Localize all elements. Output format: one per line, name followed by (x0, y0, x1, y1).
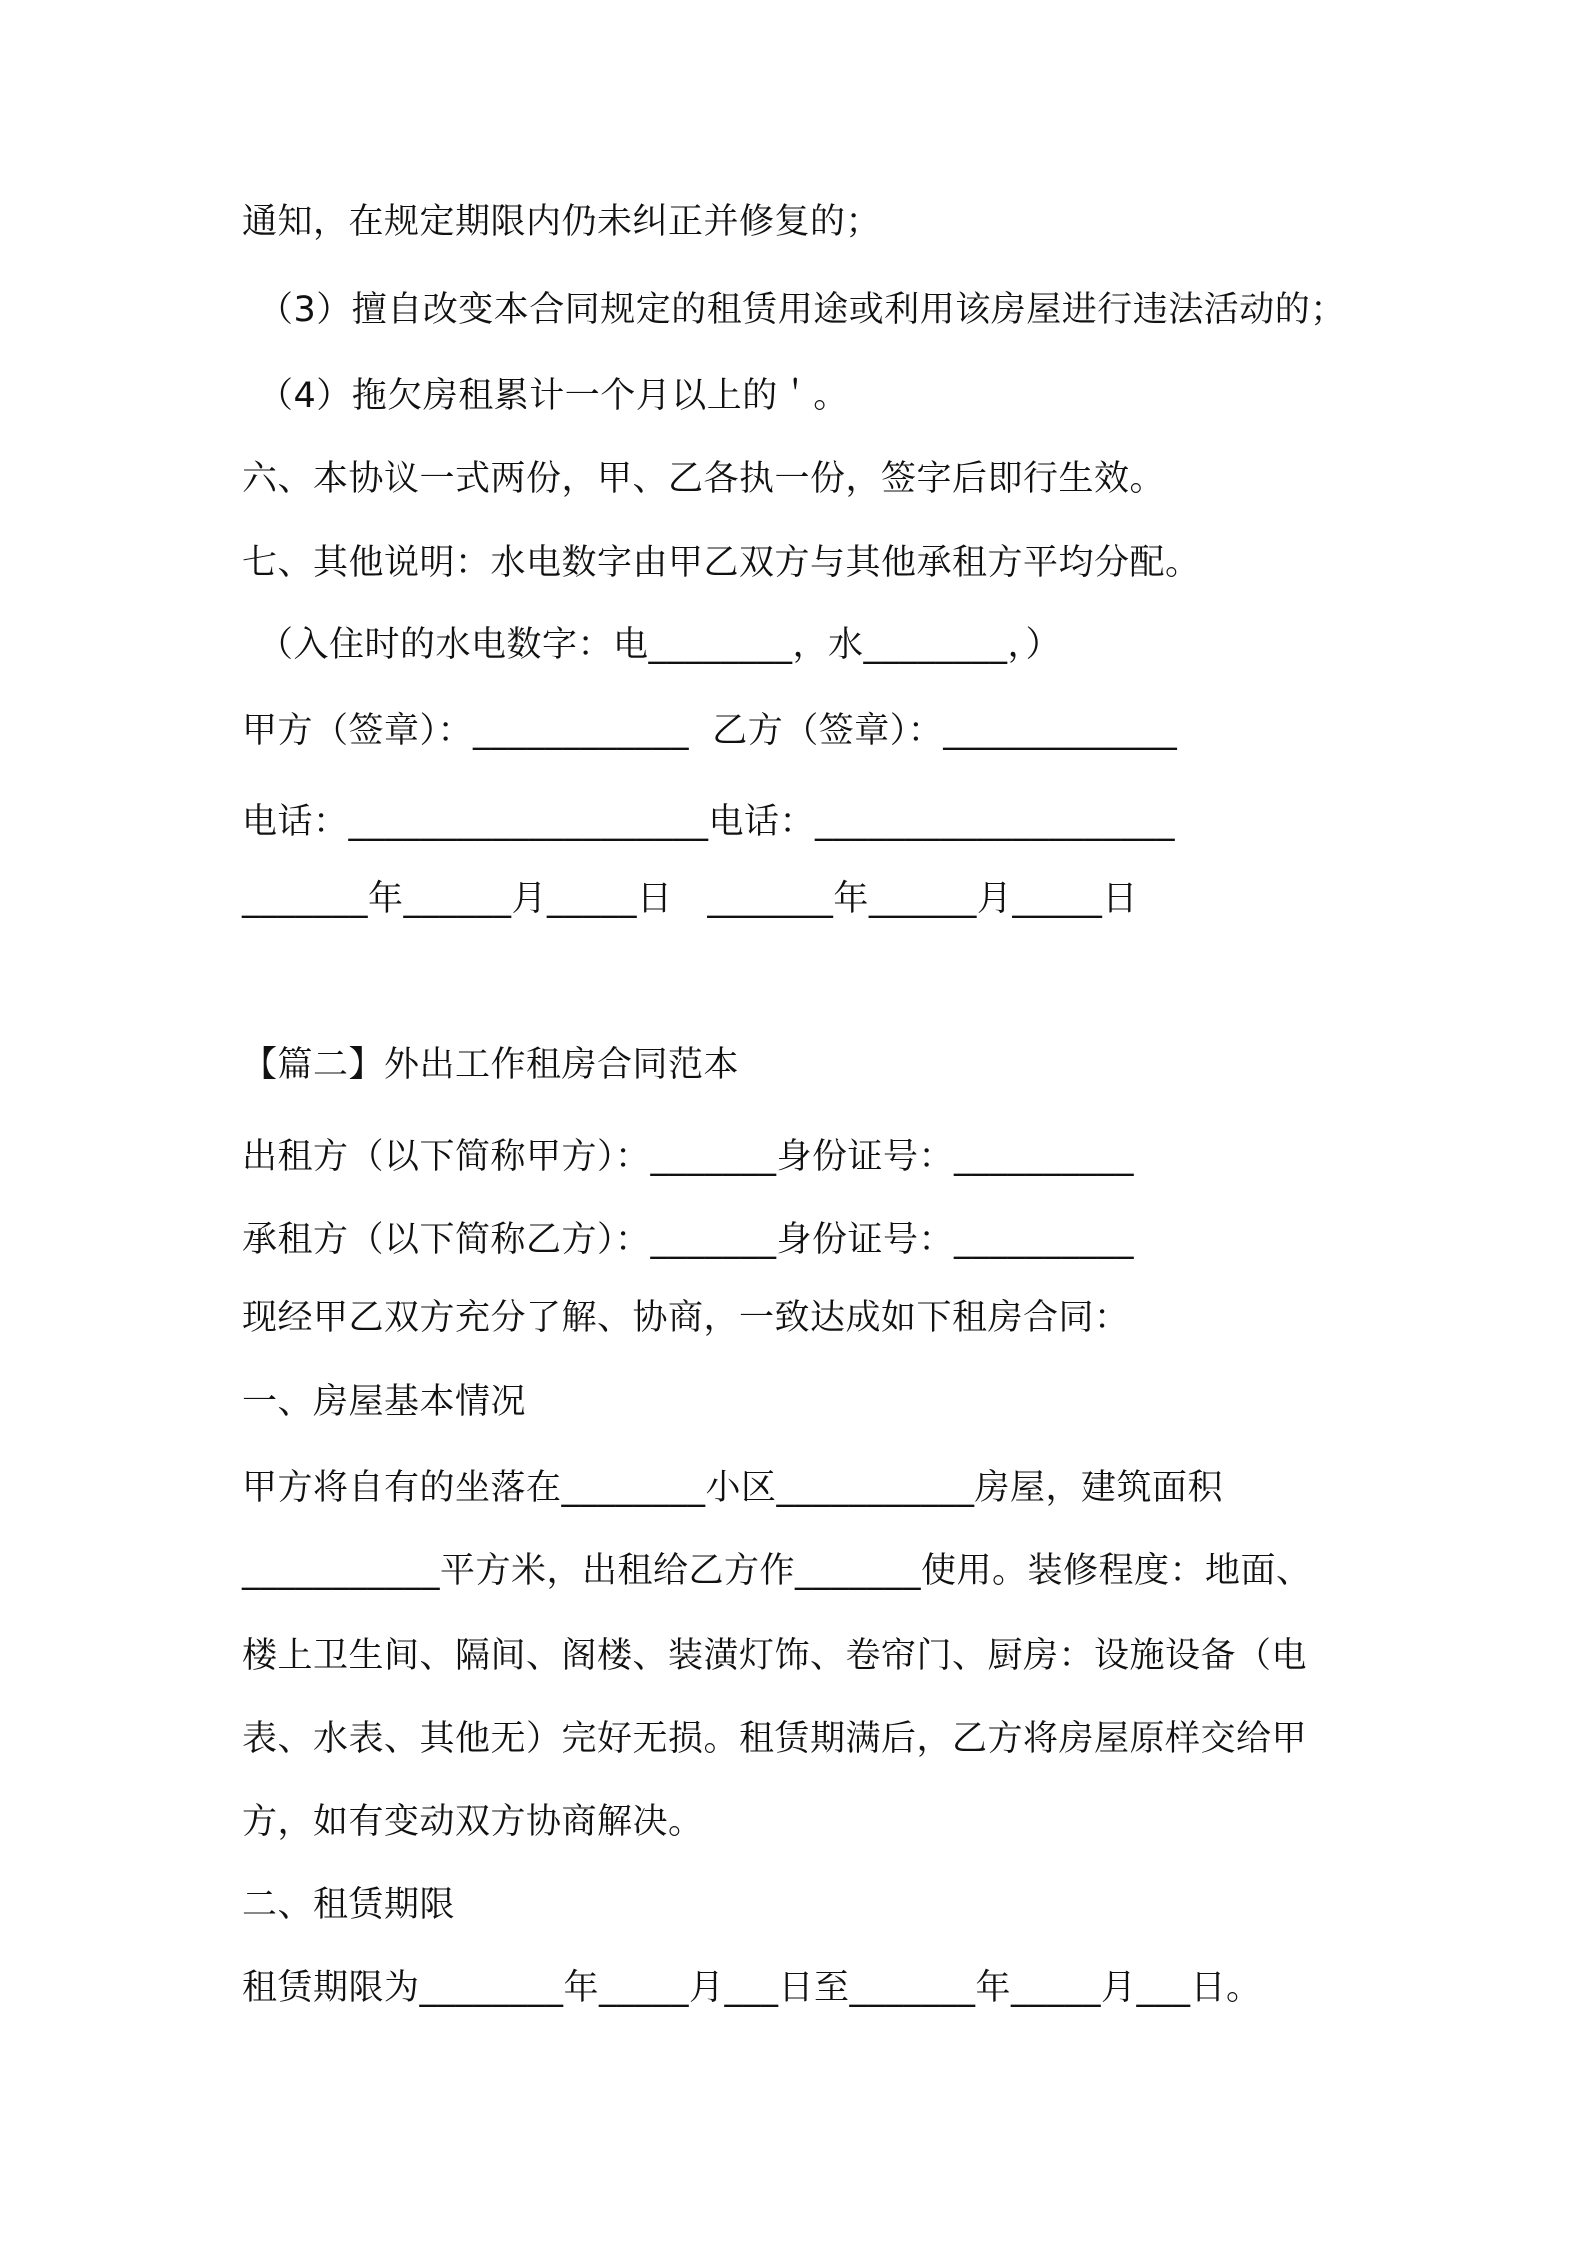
section-heading: 【篇二】外出工作租房合同范本 (242, 1045, 740, 1085)
lessee-line: 承租方（以下简称乙方）：_______身份证号：__________ (242, 1220, 1135, 1260)
house-paragraph-line-1: 甲方将自有的坐落在________小区___________房屋，建筑面积 (242, 1468, 1224, 1508)
house-paragraph-line-4: 表、水表、其他无）完好无损。租赁期满后，乙方将房屋原样交给甲 (242, 1719, 1308, 1759)
text-line-4: 六、本协议一式两份，甲、乙各执一份，签字后即行生效。 (242, 459, 1166, 499)
lessor-line: 出租方（以下简称甲方）：_______身份证号：__________ (242, 1137, 1135, 1177)
text-line-1: 通知，在规定期限内仍未纠正并修复的； (242, 202, 882, 242)
agreement-intro: 现经甲乙双方充分了解、协商，一致达成如下租房合同： (242, 1298, 1130, 1338)
text-line-2: （3）擅自改变本合同规定的租赁用途或利用该房屋进行违法活动的； (258, 290, 1346, 330)
house-paragraph-line-5: 方，如有变动双方协商解决。 (242, 1802, 704, 1842)
house-paragraph-line-2: ___________平方米，出租给乙方作_______使用。装修程度：地面、 (242, 1551, 1312, 1591)
phone-line: 电话：____________________电话：____________________ (242, 802, 1176, 842)
signature-line: 甲方（签章）：____________ 乙方（签章）：_____________ (242, 711, 1178, 751)
text-line-5: 七、其他说明：水电数字由甲乙双方与其他承租方平均分配。 (242, 543, 1201, 583)
date-line: _______年______月_____日 _______年______月_____日 (242, 879, 1138, 919)
text-line-3: （4）拖欠房租累计一个月以上的＇。 (258, 376, 849, 416)
subheading-lease-term: 二、租赁期限 (242, 1885, 456, 1925)
subheading-house-info: 一、房屋基本情况 (242, 1382, 527, 1422)
house-paragraph-line-3: 楼上卫生间、隔间、阁楼、装潢灯饰、卷帘门、厨房：设施设备（电 (242, 1636, 1308, 1676)
lease-term-line: 租赁期限为________年_____月___日至_______年_____月___日。 (242, 1968, 1262, 2008)
text-line-6: （入住时的水电数字：电________，水________，） (258, 625, 1062, 665)
